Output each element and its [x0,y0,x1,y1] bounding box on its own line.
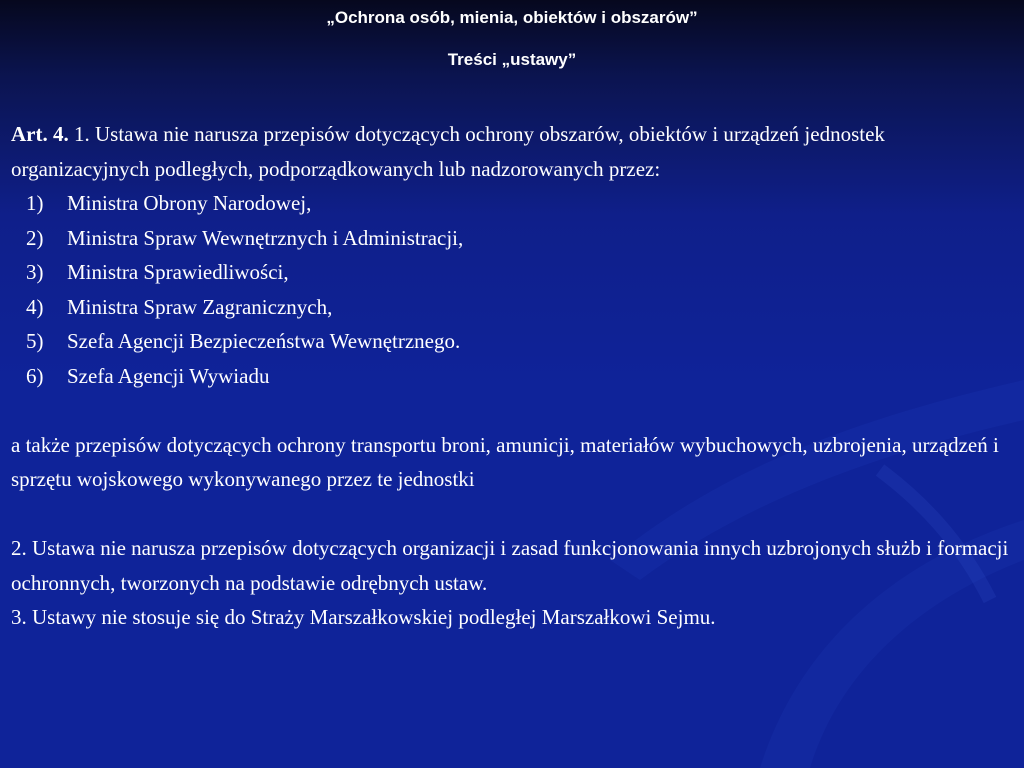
list-item [11,324,1014,359]
list-item-text: Ministra Spraw Wewnętrznych i Administracji, [67,225,464,250]
list-item [11,221,1014,256]
list-item-number: 1) [26,191,44,215]
ministry-list [11,186,1014,393]
article-intro-text: 1. Ustawa nie narusza przepisów dotyczących ochrony obszarów, obiektów i urządzeń jednostek organizacyjnych podległych, podporządkowanych lub nadzorowanych przez: [11,122,885,181]
list-item [11,186,1014,221]
article-content [11,117,1014,635]
list-item [11,255,1014,290]
point-3-paragraph: 3. Ustawy nie stosuje się do Straży Marszałkowskiej podległej Marszałkowi Sejmu. [11,605,716,629]
list-item-text: Ministra Obrony Narodowej, [67,191,312,215]
list-item-number: 6) [26,363,44,388]
list-item-text: Szefa Agencji Wywiadu [67,363,270,388]
list-item-text: Ministra Spraw Zagranicznych, [67,294,333,319]
list-item [11,290,1014,325]
article-label: Art. 4. [11,122,69,146]
list-item-number: 3) [26,260,44,284]
point-2-paragraph: 2. Ustawa nie narusza przepisów dotyczących organizacji i zasad funkcjonowania innych uzbrojonych służb i formacji ochronnych, tworzonych na podstawie odrębnych ustaw. [11,536,1009,595]
also-paragraph: a także przepisów dotyczących ochrony transportu broni, amunicji, materiałów wybuchowych, uzbrojenia, urządzeń i sprzętu wojskowego wykonywanego przez te jednostki [11,432,999,491]
paragraph-spacer [11,393,1014,428]
list-item-number: 5) [26,329,44,353]
list-item-number: 2) [26,225,44,250]
paragraph-spacer [11,497,1014,532]
list-item [11,359,1014,394]
article-intro [11,117,1014,186]
list-item-text: Ministra Sprawiedliwości, [67,260,289,284]
list-item-number: 4) [26,294,44,319]
slide-subtitle: Treści „ustawy” [447,50,577,69]
slide-title: „Ochrona osób, mienia, obiektów i obszarów” [326,8,698,27]
list-item-text: Szefa Agencji Bezpieczeństwa Wewnętrznego. [67,329,461,353]
